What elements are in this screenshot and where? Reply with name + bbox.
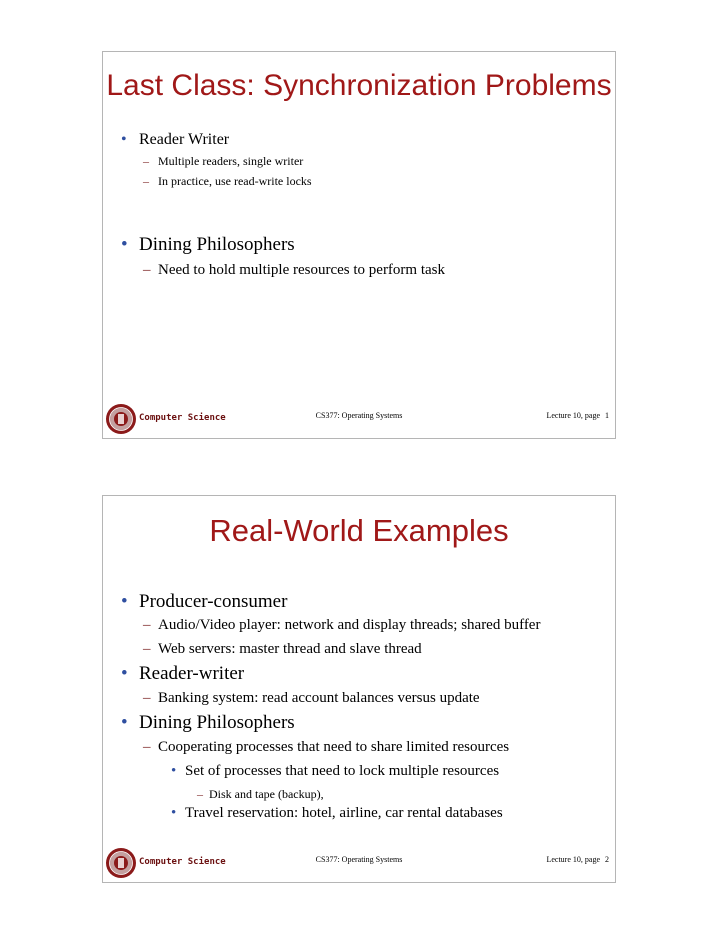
bullet-dot-icon: •: [121, 663, 128, 684]
dash-icon: –: [143, 262, 151, 278]
sub-bullet-text: Web servers: master thread and slave thread: [158, 641, 422, 657]
sub-bullet-text: Banking system: read account balances versus update: [158, 690, 480, 706]
sub-sub-sub-bullet-item: [197, 787, 324, 802]
sub-bullet-item: [143, 641, 422, 658]
dash-icon: –: [143, 617, 151, 633]
sub-bullet-text: Cooperating processes that need to share limited resources: [158, 739, 510, 755]
bullet-text: Dining Philosophers: [139, 234, 295, 255]
sub-bullet-item: [143, 617, 540, 634]
bullet-dot-icon: •: [171, 805, 177, 821]
bullet-dot-icon: •: [121, 234, 128, 255]
sub-sub-bullet-item: [171, 805, 503, 822]
footer-course: CS377: Operating Systems: [315, 411, 403, 420]
slide-footer: [103, 842, 615, 882]
slide-title: Last Class: Synchronization Problems: [106, 69, 612, 102]
footer-computer-science: Computer Science: [139, 413, 226, 423]
slide-1: [102, 51, 616, 439]
dash-icon: –: [143, 174, 149, 188]
bullet-text: Producer-consumer: [139, 591, 288, 612]
footer-lecture-label: Lecture 10, page: [546, 855, 600, 864]
dash-icon: –: [143, 641, 151, 657]
dash-icon: –: [143, 154, 149, 168]
bullet-item: [121, 591, 287, 613]
sub-bullet-item: [143, 739, 509, 756]
footer-computer-science: Computer Science: [139, 857, 226, 867]
bullet-dot-icon: •: [171, 763, 177, 779]
footer-page: [546, 411, 609, 420]
sub-bullet-item: [143, 262, 445, 279]
sub-bullet-item: [143, 154, 303, 169]
sub-bullet-text: Need to hold multiple resources to perform task: [158, 262, 446, 278]
sub-bullet-text: Multiple readers, single writer: [158, 154, 304, 168]
bullet-dot-icon: •: [121, 131, 127, 148]
footer-course: CS377: Operating Systems: [315, 855, 403, 864]
footer-page: [546, 855, 609, 864]
sub-bullet-text: In practice, use read-write locks: [158, 174, 312, 188]
bullet-text: Dining Philosophers: [139, 712, 295, 733]
sub-sub-bullet-item: [171, 763, 499, 780]
slide-footer: [103, 398, 615, 438]
bullet-text: Reader Writer: [139, 131, 230, 148]
bullet-item: [121, 131, 229, 149]
dash-icon: –: [197, 787, 203, 801]
bullet-dot-icon: •: [121, 591, 128, 612]
bullet-item: [121, 712, 295, 734]
bullet-dot-icon: •: [121, 712, 128, 733]
footer-lecture-label: Lecture 10, page: [546, 411, 600, 420]
bullet-item: [121, 234, 295, 256]
dash-icon: –: [143, 690, 151, 706]
bullet-text: Reader-writer: [139, 663, 245, 684]
page-number: 1: [605, 411, 609, 420]
page-number: 2: [605, 855, 609, 864]
sub-sub-bullet-text: Travel reservation: hotel, airline, car rental databases: [185, 805, 503, 821]
dash-icon: –: [143, 739, 151, 755]
sub-bullet-item: [143, 690, 480, 707]
sub-sub-bullet-text: Set of processes that need to lock multiple resources: [185, 763, 500, 779]
slide-title: Real-World Examples: [209, 513, 509, 548]
sub-bullet-item: [143, 174, 312, 189]
bullet-item: [121, 663, 244, 685]
slide-2: [102, 495, 616, 883]
sub-bullet-text: Audio/Video player: network and display threads; shared buffer: [158, 617, 541, 633]
sub-sub-sub-bullet-text: Disk and tape (backup),: [209, 787, 324, 801]
